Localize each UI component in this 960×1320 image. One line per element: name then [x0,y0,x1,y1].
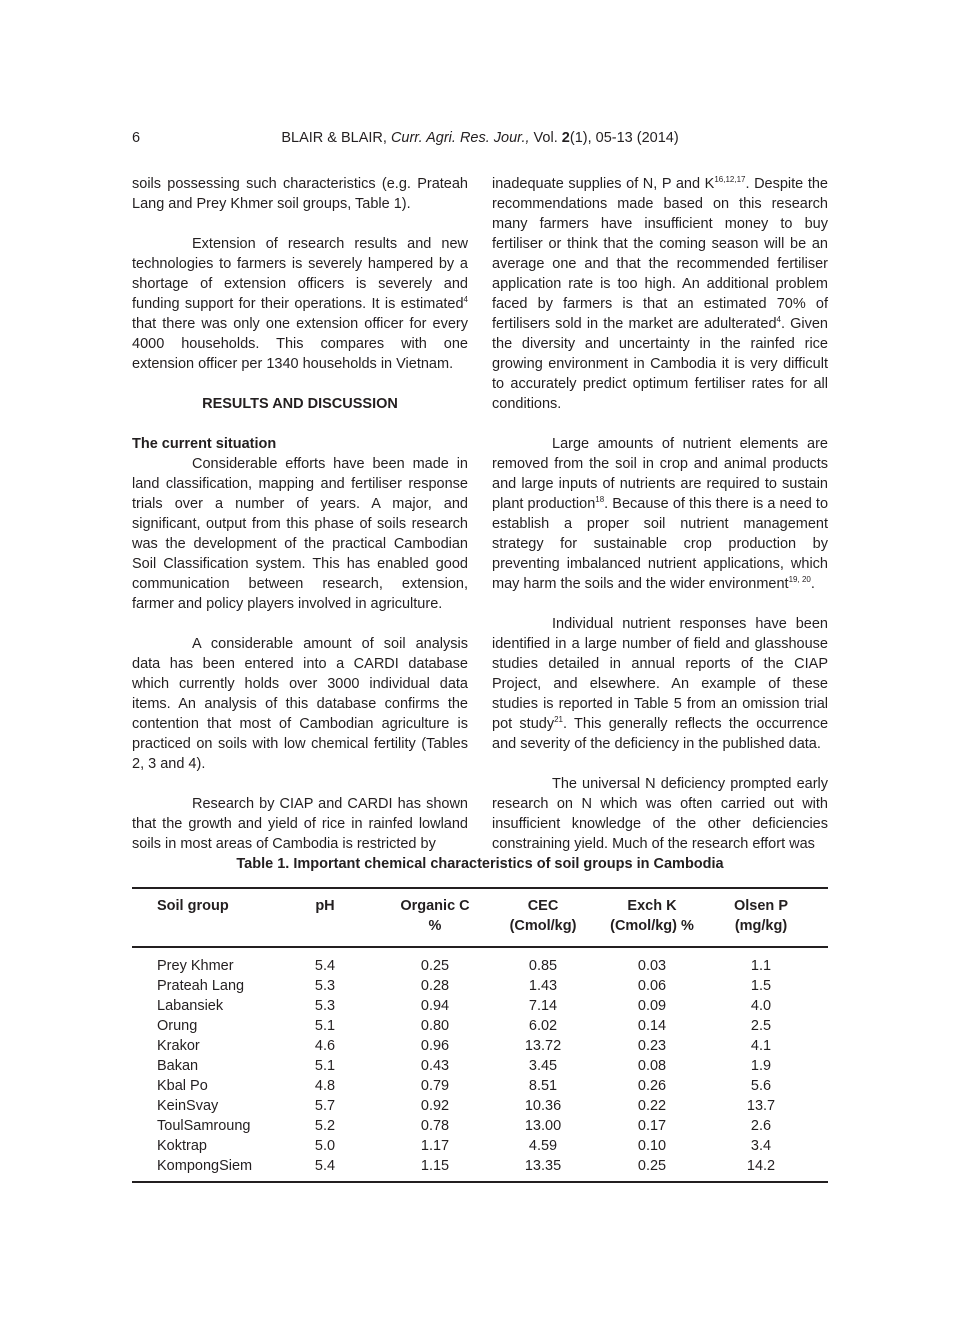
column-header: Organic C [400,898,470,914]
value-cell: 4.8 [314,1078,336,1094]
left-column [132,174,468,854]
value-cell: 0.79 [420,1078,450,1094]
value-cell: 4.59 [528,1138,558,1154]
column-header: Olsen P [734,898,788,914]
value-cell: 1.15 [420,1158,450,1174]
soil-group-cell: Koktrap [157,1138,207,1154]
table-header-rule [132,946,828,948]
paragraph [492,774,828,854]
value-cell: 5.6 [750,1078,772,1094]
citation-ref: 4 [463,295,468,304]
value-cell: 0.23 [637,1038,667,1054]
text-run: Research by CIAP and CARDI has shown that the growth and yield of rice in rainfed lowland soils in most areas of Cambodia is restricted by [132,796,468,852]
value-cell: 2.5 [750,1018,772,1034]
column-header: Exch K [627,898,677,914]
paragraph [492,174,828,414]
value-cell: 4.1 [750,1038,772,1054]
value-cell: 13.00 [524,1118,562,1134]
soil-group-cell: Bakan [157,1058,199,1074]
column-header: % [428,918,442,934]
value-cell: 0.06 [637,978,667,994]
citation-ref: 16,12,17 [714,175,746,184]
value-cell: 0.10 [637,1138,667,1154]
text-run: soils possessing such characteristics (e.g. Prateah Lang and Prey Khmer soil groups, Table 1). [132,176,468,212]
paragraph [132,234,468,374]
text-run: Large amounts of nutrient elements are removed from the soil in crop and animal products and large inputs of nutrients are required to sustain plant production [492,436,828,512]
value-cell: 8.51 [528,1078,558,1094]
issue-pages: (1), 05-13 (2014) [569,130,679,146]
value-cell: 0.22 [637,1098,667,1114]
soil-group-cell: Krakor [157,1038,200,1054]
value-cell: 0.26 [637,1078,667,1094]
table-top-rule [132,887,828,889]
value-cell: 6.02 [528,1018,558,1034]
soil-group-cell: Orung [157,1018,198,1034]
paragraph [132,794,468,854]
text-run: . [810,576,815,592]
text-run: . Despite the recommendations made based on this research many farmers have insufficient money to buy fertiliser or think that the coming season will be an average one and that the recommended fertiliser application rate is too high. An additional problem faced by farmers is that an estimated 70% of fertilisers sold in the market are adulterated [492,176,828,332]
paragraph [132,454,468,614]
soil-group-cell: ToulSamroung [157,1118,251,1134]
soil-group-cell: Prey Khmer [157,958,234,974]
text-run: that there was only one extension officer for every 4000 households. This compares with one extension officer per 1340 households in Vietnam. [132,316,468,372]
value-cell: 5.3 [314,978,336,994]
column-header: (Cmol/kg) [509,918,577,934]
value-cell: 0.25 [420,958,450,974]
authors: BLAIR & BLAIR, [281,130,391,146]
value-cell: 1.1 [750,958,772,974]
text-run: . This generally reflects the occurrence and severity of the deficiency in the published data. [492,716,829,752]
value-cell: 1.43 [528,978,558,994]
value-cell: 5.4 [314,958,336,974]
value-cell: 3.45 [528,1058,558,1074]
citation-ref: 19, 20 [788,575,811,584]
citation-ref: 18 [595,495,605,504]
value-cell: 0.08 [637,1058,667,1074]
column-header: (Cmol/kg) % [610,918,694,934]
value-cell: 14.2 [746,1158,776,1174]
citation-line [0,130,960,146]
value-cell: 5.2 [314,1118,336,1134]
text-run: Individual nutrient responses have been identified in a large number of field and glasshouse studies detailed in annual reports of the CIAP Project, and elsewhere. An example of these studies is reported in Table 5 from an omission trial pot study [492,616,828,732]
value-cell: 13.35 [524,1158,562,1174]
value-cell: 5.7 [314,1098,336,1114]
value-cell: 2.6 [750,1118,772,1134]
value-cell: 5.1 [314,1058,336,1074]
text-run: The universal N deficiency prompted early research on N which was often carried out with insufficient knowledge of the other deficiencies constraining yield. Much of the research effort was [492,776,828,852]
soil-group-cell: Prateah Lang [157,978,245,994]
table-bottom-rule [132,1181,828,1183]
page-number: 6 [132,130,141,146]
text-run: Considerable efforts have been made in land classification, mapping and fertiliser response trials over a number of years. A major, and significant, output from this phase of soils research was the development of the practical Cambodian Soil Classification system. This has enabled good communication between research, extension, farmer and policy players involved in agriculture. [132,456,468,612]
value-cell: 13.72 [524,1038,562,1054]
value-cell: 5.0 [314,1138,336,1154]
text-run: A considerable amount of soil analysis data has been entered into a CARDI database which currently holds over 3000 individual data items. An analysis of this database confirms the contention that most of Cambodian agriculture is practiced on soils with low chemical fertility (Tables 2, 3 and 4). [132,636,468,772]
value-cell: 0.80 [420,1018,450,1034]
text-run: . Because of this there is a need to establish a proper soil nutrient management strategy for sustainable crop production by preventing imbalanced nutrient applications, which may harm the soils and the wider environment [492,496,829,592]
value-cell: 10.36 [524,1098,562,1114]
citation-ref: 21 [554,715,563,724]
value-cell: 4.6 [314,1038,336,1054]
value-cell: 1.17 [420,1138,450,1154]
soil-group-cell: KompongSiem [157,1158,253,1174]
value-cell: 0.17 [637,1118,667,1134]
value-cell: 0.85 [528,958,558,974]
value-cell: 0.25 [637,1158,667,1174]
journal-name: Curr. Agri. Res. Jour., [390,130,530,146]
paragraph [492,434,828,594]
text-run: The current situation [132,436,277,452]
volume-label: Vol. [529,130,562,146]
value-cell: 0.43 [420,1058,450,1074]
column-header: (mg/kg) [734,918,788,934]
value-cell: 13.7 [746,1098,776,1114]
value-cell: 0.96 [420,1038,450,1054]
subsection-heading [132,434,468,454]
value-cell: 0.03 [637,958,667,974]
volume: 2 [561,130,570,146]
soil-group-cell: Kbal Po [157,1078,208,1094]
value-cell: 4.0 [750,998,772,1014]
table-title: Table 1. Important chemical characteristics of soil groups in Cambodia [236,856,724,872]
citation-ref: 4 [776,315,781,324]
section-heading [132,394,468,414]
text-run: Extension of research results and new technologies to farmers is severely hampered by a shortage of extension officers is severely and funding support for their operations. It is estimated [132,236,468,312]
column-header: CEC [527,898,559,914]
value-cell: 3.4 [750,1138,772,1154]
text-run: inadequate supplies of N, P and K [492,176,715,192]
right-column [492,174,828,854]
value-cell: 1.9 [750,1058,772,1074]
value-cell: 1.5 [750,978,772,994]
value-cell: 0.14 [637,1018,667,1034]
value-cell: 5.1 [314,1018,336,1034]
paragraph [132,634,468,774]
column-header: pH [315,898,335,914]
value-cell: 0.28 [420,978,450,994]
value-cell: 0.09 [637,998,667,1014]
value-cell: 5.3 [314,998,336,1014]
value-cell: 7.14 [528,998,558,1014]
value-cell: 5.4 [314,1158,336,1174]
value-cell: 0.94 [420,998,450,1014]
soil-group-cell: KeinSvay [157,1098,219,1114]
column-header: Soil group [157,898,229,914]
text-run: . Given the diversity and uncertainty in the rainfed rice growing environment in Cambodia it is very difficult to accurately predict optimum fertiliser rates for all conditions. [492,316,828,412]
value-cell: 0.92 [420,1098,450,1114]
soil-group-cell: Labansiek [157,998,224,1014]
paragraph [132,174,468,214]
text-run: RESULTS AND DISCUSSION [202,396,398,412]
value-cell: 0.78 [420,1118,450,1134]
paragraph [492,614,828,754]
